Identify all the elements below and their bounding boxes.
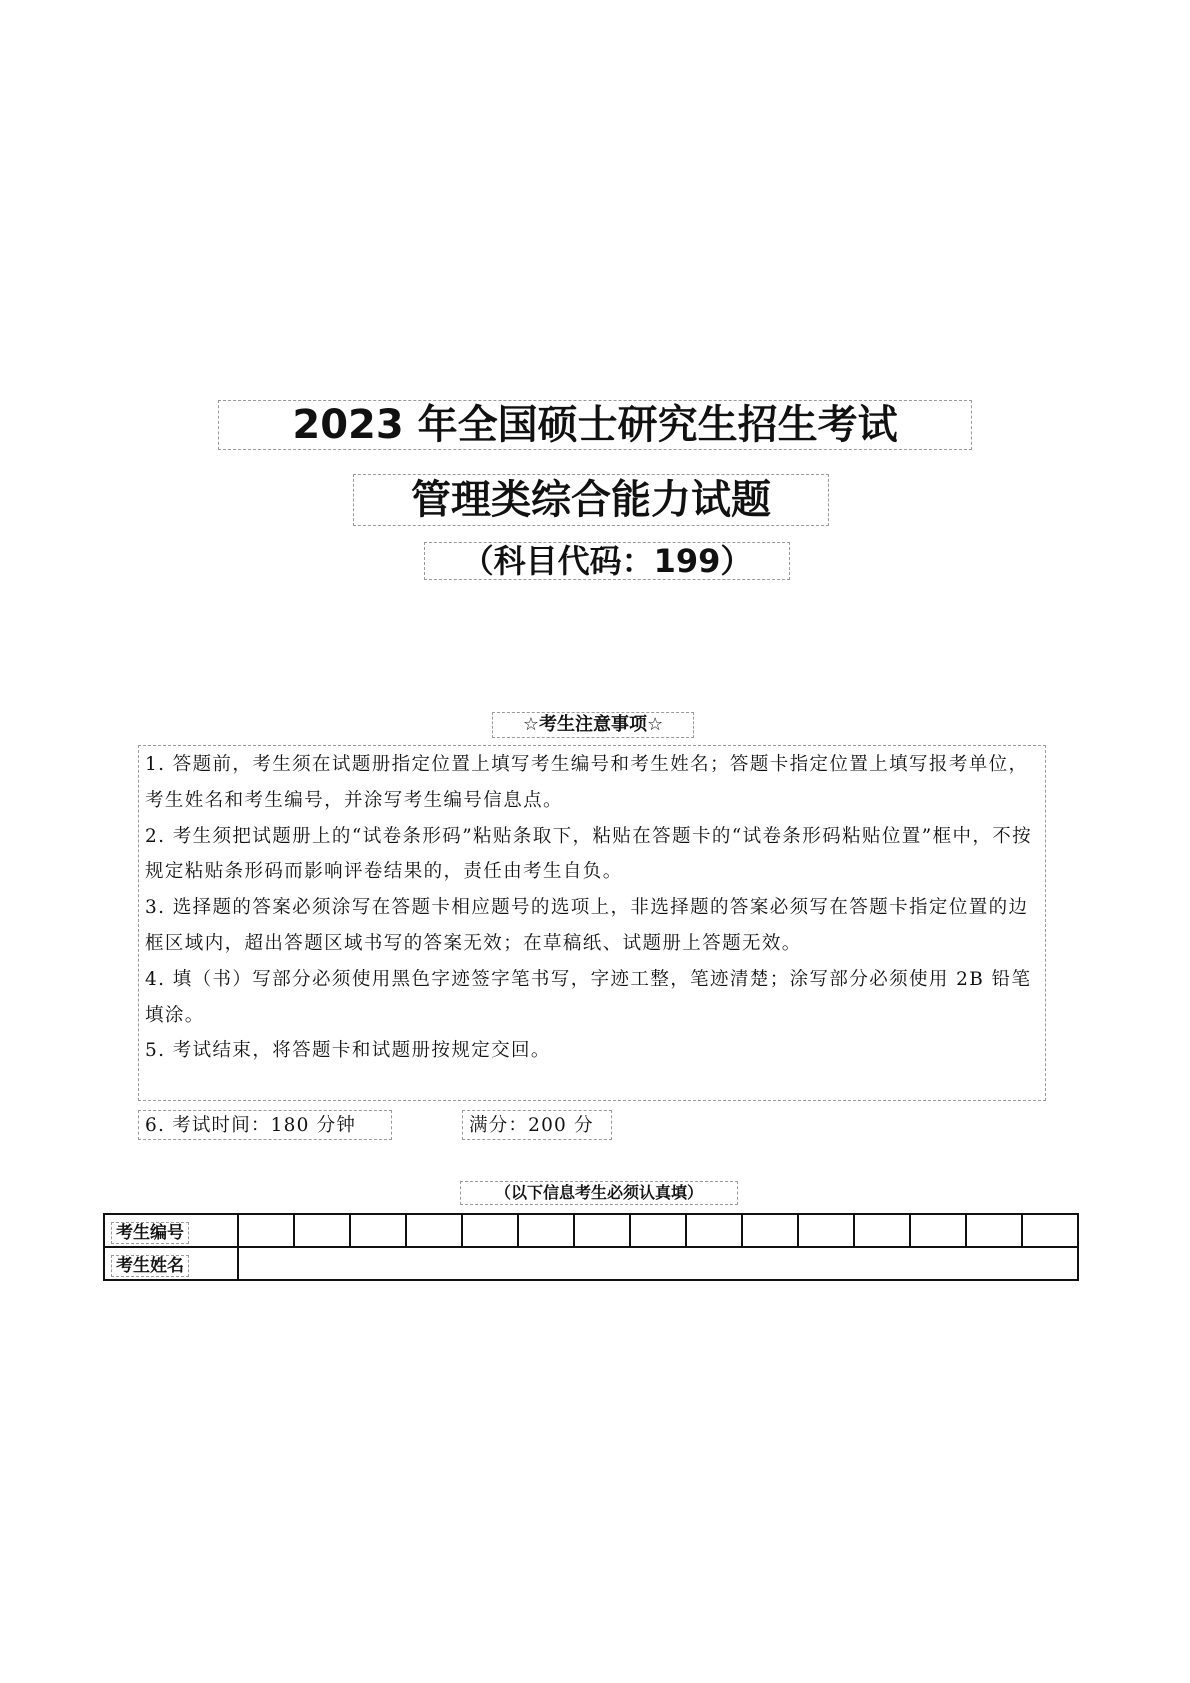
candidate-number-digit-box[interactable] — [574, 1214, 630, 1247]
candidate-number-digit-box[interactable] — [966, 1214, 1022, 1247]
candidate-info-table — [103, 1213, 1079, 1281]
candidate-name-row — [104, 1247, 1078, 1280]
info-section-title: （以下信息考生必须认真填） — [460, 1181, 738, 1205]
candidate-number-digit-box[interactable] — [462, 1214, 518, 1247]
exam-title: 2023 年全国硕士研究生招生考试 — [218, 400, 972, 450]
candidate-number-digit-box[interactable] — [1022, 1214, 1078, 1247]
notice-box — [138, 745, 1046, 1101]
candidate-number-digit-box[interactable] — [630, 1214, 686, 1247]
exam-time: 6. 考试时间：180 分钟 — [138, 1110, 392, 1140]
candidate-number-digit-box[interactable] — [742, 1214, 798, 1247]
candidate-number-digit-box[interactable] — [798, 1214, 854, 1247]
candidate-number-row — [104, 1214, 1078, 1247]
candidate-number-digit-box[interactable] — [518, 1214, 574, 1247]
candidate-name-field[interactable] — [238, 1247, 1078, 1280]
candidate-number-label: 考生编号 — [104, 1214, 238, 1247]
notice-item-1: 1. 答题前，考生须在试题册指定位置上填写考生编号和考生姓名；答题卡指定位置上填写报考单位，考生姓名和考生编号，并涂写考生编号信息点。 — [145, 754, 1029, 811]
candidate-number-digit-box[interactable] — [294, 1214, 350, 1247]
exam-subtitle: 管理类综合能力试题 — [353, 474, 829, 526]
candidate-number-digit-box[interactable] — [350, 1214, 406, 1247]
candidate-number-digit-box[interactable] — [238, 1214, 294, 1247]
full-score: 满分：200 分 — [462, 1110, 612, 1140]
notice-title: ☆考生注意事项☆ — [492, 712, 694, 738]
candidate-number-digit-box[interactable] — [686, 1214, 742, 1247]
notice-item-4: 4. 填（书）写部分必须使用黑色字迹签字笔书写，字迹工整，笔迹清楚；涂写部分必须使用 2B 铅笔填涂。 — [145, 968, 1032, 1026]
candidate-number-digit-box[interactable] — [910, 1214, 966, 1247]
notice-item-5: 5. 考试结束，将答题卡和试题册按规定交回。 — [145, 1040, 551, 1062]
notice-item-2: 2. 考生须把试题册上的“试卷条形码”粘贴条取下，粘贴在答题卡的“试卷条形码粘贴位置”框中，不按规定粘贴条形码而影响评卷结果的，责任由考生自负。 — [145, 825, 1033, 883]
subject-code: （科目代码：199） — [424, 542, 790, 580]
candidate-name-label: 考生姓名 — [104, 1247, 238, 1280]
candidate-number-digit-box[interactable] — [406, 1214, 462, 1247]
candidate-number-digit-box[interactable] — [854, 1214, 910, 1247]
notice-item-3: 3. 选择题的答案必须涂写在答题卡相应题号的选项上，非选择题的答案必须写在答题卡指定位置的边框区域内，超出答题区域书写的答案无效；在草稿纸、试题册上答题无效。 — [145, 897, 1029, 954]
